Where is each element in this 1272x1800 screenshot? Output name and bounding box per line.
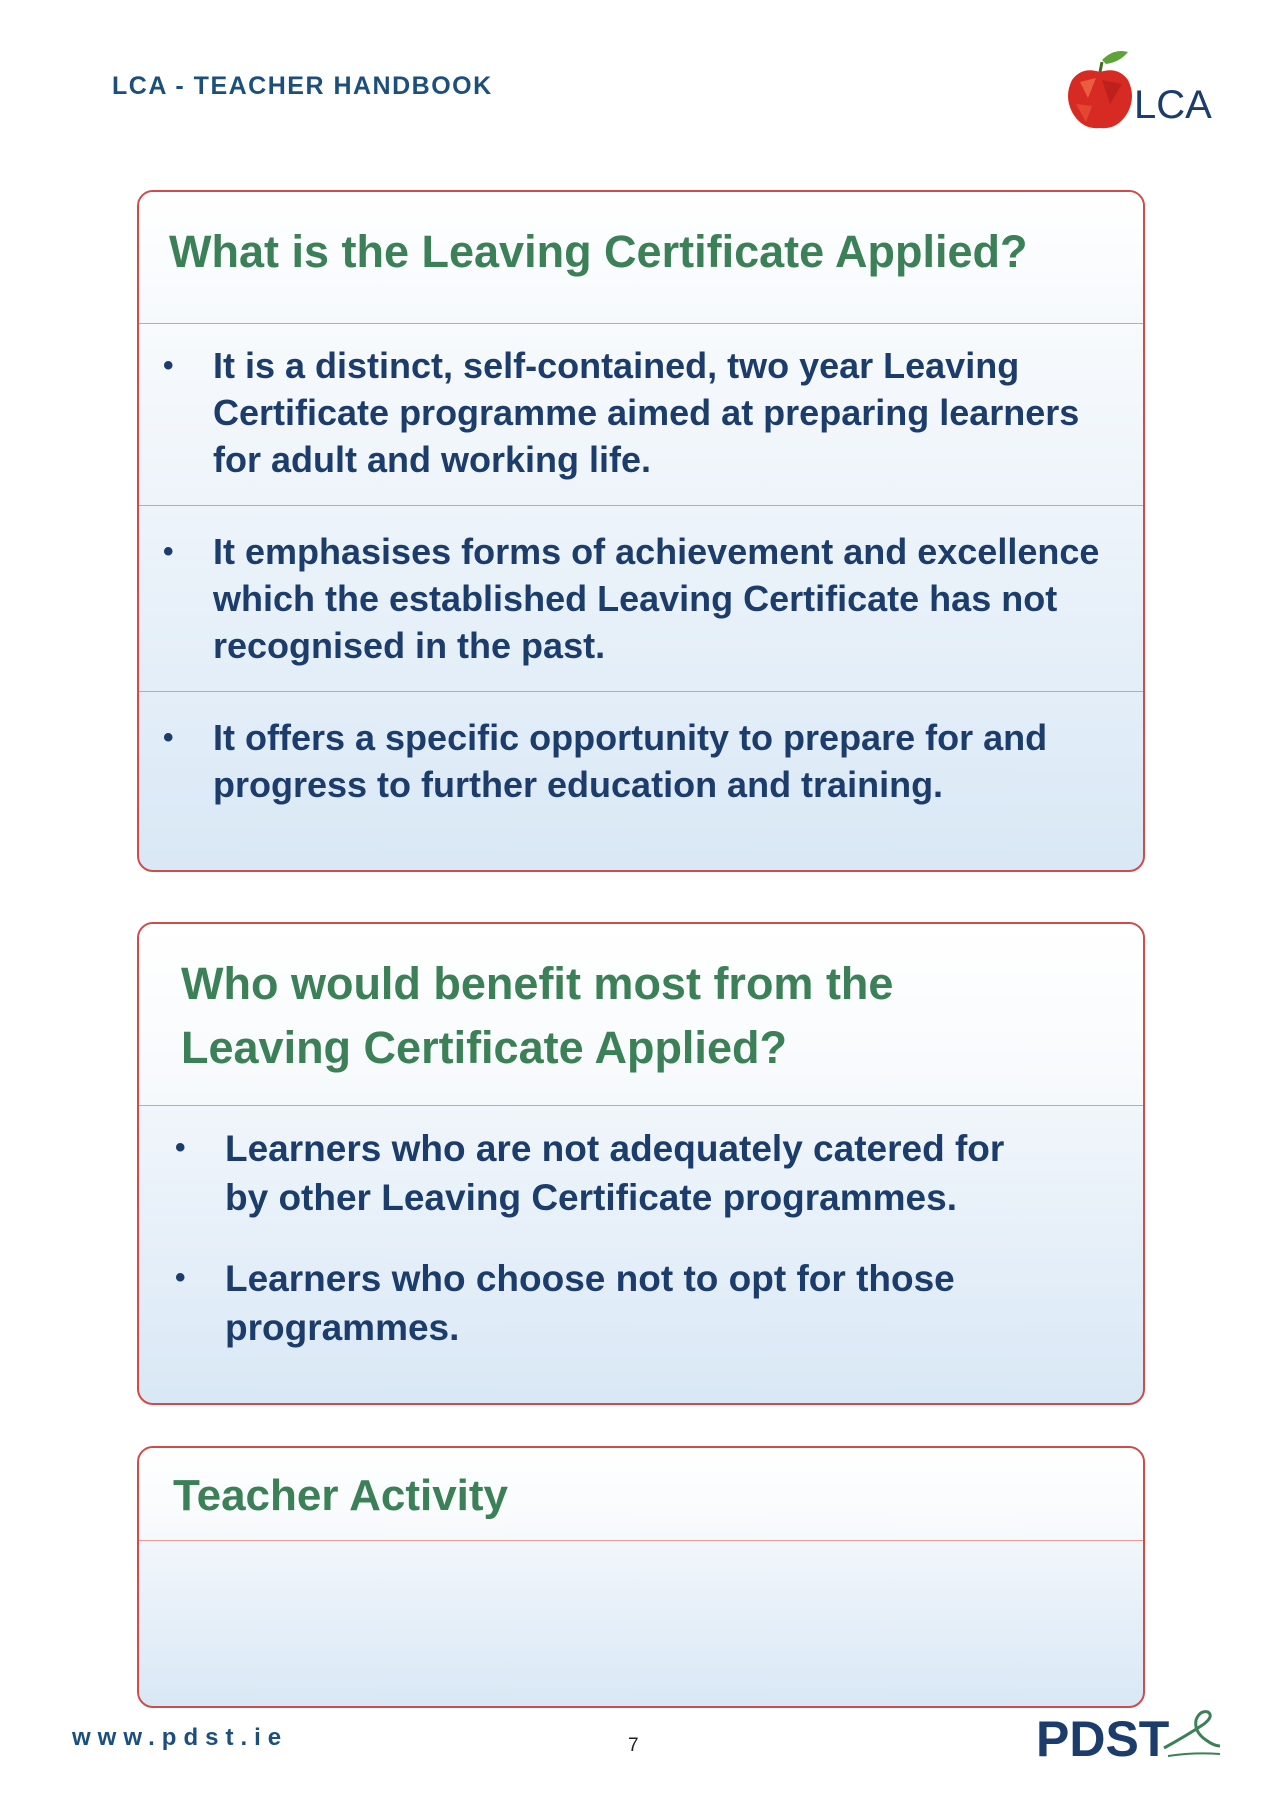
card-title: Who would benefit most from the Leaving Certificate Applied?: [181, 958, 894, 1073]
page-number: 7: [628, 1735, 639, 1756]
card-title: What is the Leaving Certificate Applied?: [169, 226, 1028, 277]
swirl-icon: [1164, 1712, 1220, 1748]
list-item: • Learners who are not adequately catered for by other Leaving Certificate programmes.: [139, 1106, 1143, 1254]
bullet-icon: •: [163, 349, 174, 382]
card-teacher-activity: [137, 1446, 1145, 1708]
card-header: [139, 192, 1143, 324]
bullet-icon: •: [163, 721, 174, 754]
footer-url[interactable]: www.pdst.ie: [72, 1724, 289, 1751]
card-what-is-lca: [137, 190, 1145, 872]
bullet-icon: •: [175, 1131, 186, 1164]
list-item: • It offers a specific opportunity to prepare for and progress to further education and training.: [139, 692, 1143, 872]
list-item: • Learners who choose not to opt for those programmes.: [139, 1254, 1143, 1404]
list-item: • It emphasises forms of achievement and excellence which the established Leaving Certificate has not recognised in the past.: [139, 506, 1143, 692]
svg-text:PDST: PDST: [1036, 1711, 1170, 1766]
card-header: [139, 924, 1143, 1106]
bullet-icon: •: [175, 1261, 186, 1294]
list-item: • It is a distinct, self-contained, two year Leaving Certificate programme aimed at preparing learners for adult and working life.: [139, 324, 1143, 506]
card-header: [139, 1448, 1143, 1541]
pdst-logo: [1036, 1706, 1222, 1766]
lca-logo: [1062, 48, 1212, 138]
activity-blank-area: [139, 1541, 1143, 1706]
svg-text:LCA: LCA: [1134, 83, 1212, 127]
apple-icon: [1062, 48, 1212, 138]
card-who-benefits: [137, 922, 1145, 1405]
header-title: LCA - TEACHER HANDBOOK: [112, 72, 493, 100]
bullet-icon: •: [163, 535, 174, 568]
card-title: Teacher Activity: [173, 1471, 509, 1520]
